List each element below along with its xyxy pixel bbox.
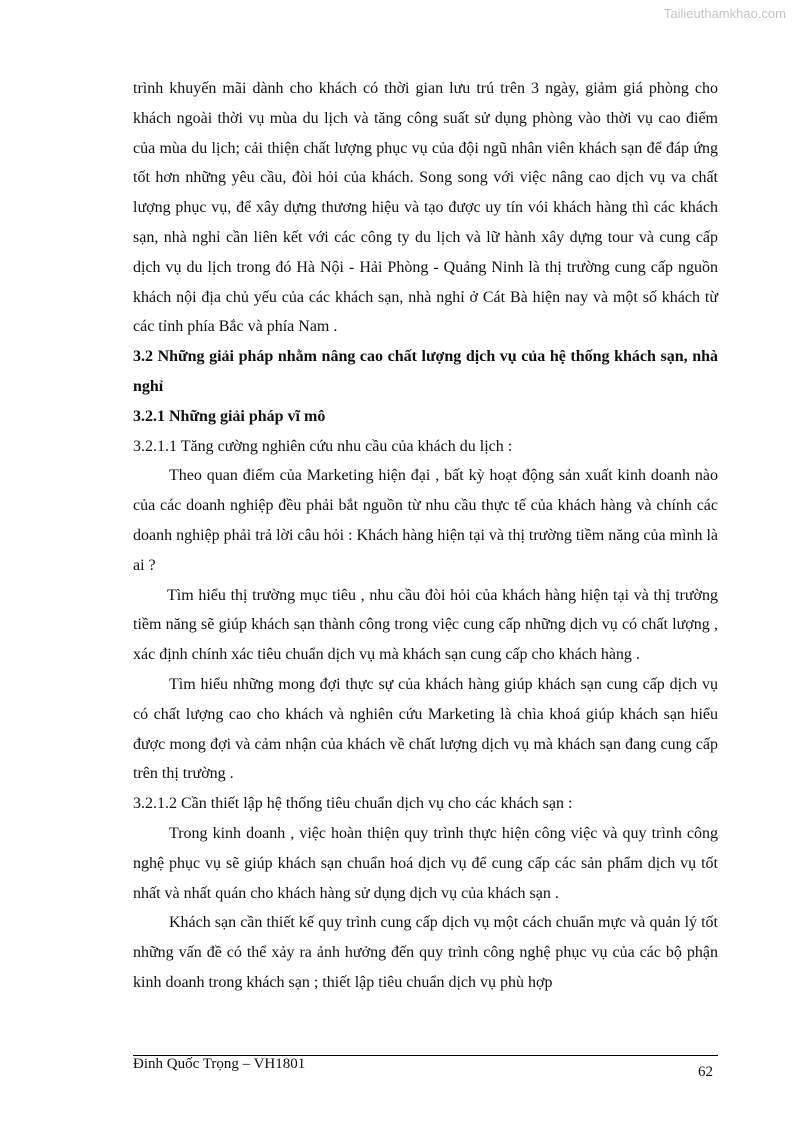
page-number: 62: [698, 1064, 713, 1080]
paragraph-expectations: Tìm hiểu những mong đợi thực sự của khách hàng giúp khách sạn cung cấp dịch vụ có chất lượng cao cho khách và nghiên cứu Marketing là chìa khoá giúp khách sạn hiểu được mong đợi và cảm nhận của khách về chất lượng dịch vụ mà khách sạn đang cung cấp trên thị trường .: [133, 675, 718, 783]
subsection-heading-3-2-1-1: 3.2.1.1 Tăng cường nghiên cứu nhu cầu của khách du lịch :: [133, 437, 513, 455]
paragraph-business: Trong kinh doanh , việc hoàn thiện quy trình thực hiện công việc và quy trình công nghệ phục vụ sẽ giúp khách sạn chuẩn hoá dịch vụ để cung cấp các sản phẩm dịch vụ tốt nhất và nhất quán cho khách hàng sử dụng dịch vụ của khách sạn .: [133, 824, 718, 902]
footer-author: Đinh Quốc Trọng – VH1801: [133, 1056, 306, 1072]
paragraph-target-market: Tìm hiểu thị trường mục tiêu , nhu cầu đòi hỏi của khách hàng hiện tại và thị trường tiềm năng sẽ giúp khách sạn thành công trong việc cung cấp những dịch vụ có chất lượng , xác định chính xác tiêu chuẩn dịch vụ mà khách sạn cung cấp cho khách hàng .: [133, 586, 718, 664]
page-content: [133, 74, 718, 998]
section-heading-3-2-1: 3.2.1 Những giải pháp vĩ mô: [133, 407, 326, 425]
paragraph-marketing: Theo quan điểm của Marketing hiện đại , bất kỳ hoạt động sản xuất kinh doanh nào của các doanh nghiệp đều phải bắt nguồn từ nhu cầu thực tế của khách hàng và chính các doanh nghiệp phải trả lời câu hỏi : Khách hàng hiện tại và thị trường tiềm năng của mình là ai ?: [133, 467, 718, 574]
section-heading-3-2: 3.2 Những giải pháp nhằm nâng cao chất lượng dịch vụ của hệ thống khách sạn, nhà nghỉ: [133, 348, 718, 395]
paragraph-process-design: Khách sạn cần thiết kế quy trình cung cấp dịch vụ một cách chuẩn mực và quản lý tốt những vấn đề có thể xảy ra ảnh hưởng đến quy trình công nghệ phục vụ của các bộ phận kinh doanh trong khách sạn ; thiết lập tiêu chuẩn dịch vụ phù hợp: [133, 914, 718, 991]
watermark-text: Tailieuthamkhao.com: [663, 6, 786, 21]
subsection-heading-3-2-1-2: 3.2.1.2 Cần thiết lập hệ thống tiêu chuẩn dịch vụ cho các khách sạn :: [133, 795, 573, 813]
paragraph-continuation: trình khuyến mãi dành cho khách có thời gian lưu trú trên 3 ngày, giảm giá phòng cho khách ngoài thời vụ mùa du lịch và tăng công suất sử dụng phòng vào thời vụ cao điểm của mùa du lịch; cải thiện chất lượng phục vụ của đội ngũ nhân viên khách sạn để đáp ứng tốt hơn những yêu cầu, đòi hỏi của khách. Song song với việc nâng cao dịch vụ va chất lượng phục vụ, để xây dựng thương hiệu và tạo được uy tín vói khách hàng thì các khách sạn, nhà nghỉ cần liên kết với các công ty du lịch và lữ hành xây dựng tour và cung cấp dịch vụ du lịch trong đó Hà Nội - Hải Phòng - Quảng Ninh là thị trường cung cấp nguồn khách nội địa chủ yếu của các khách sạn, nhà nghỉ ở Cát Bà hiện nay và một số khách từ các tỉnh phía Bắc và phía Nam .: [133, 80, 718, 336]
